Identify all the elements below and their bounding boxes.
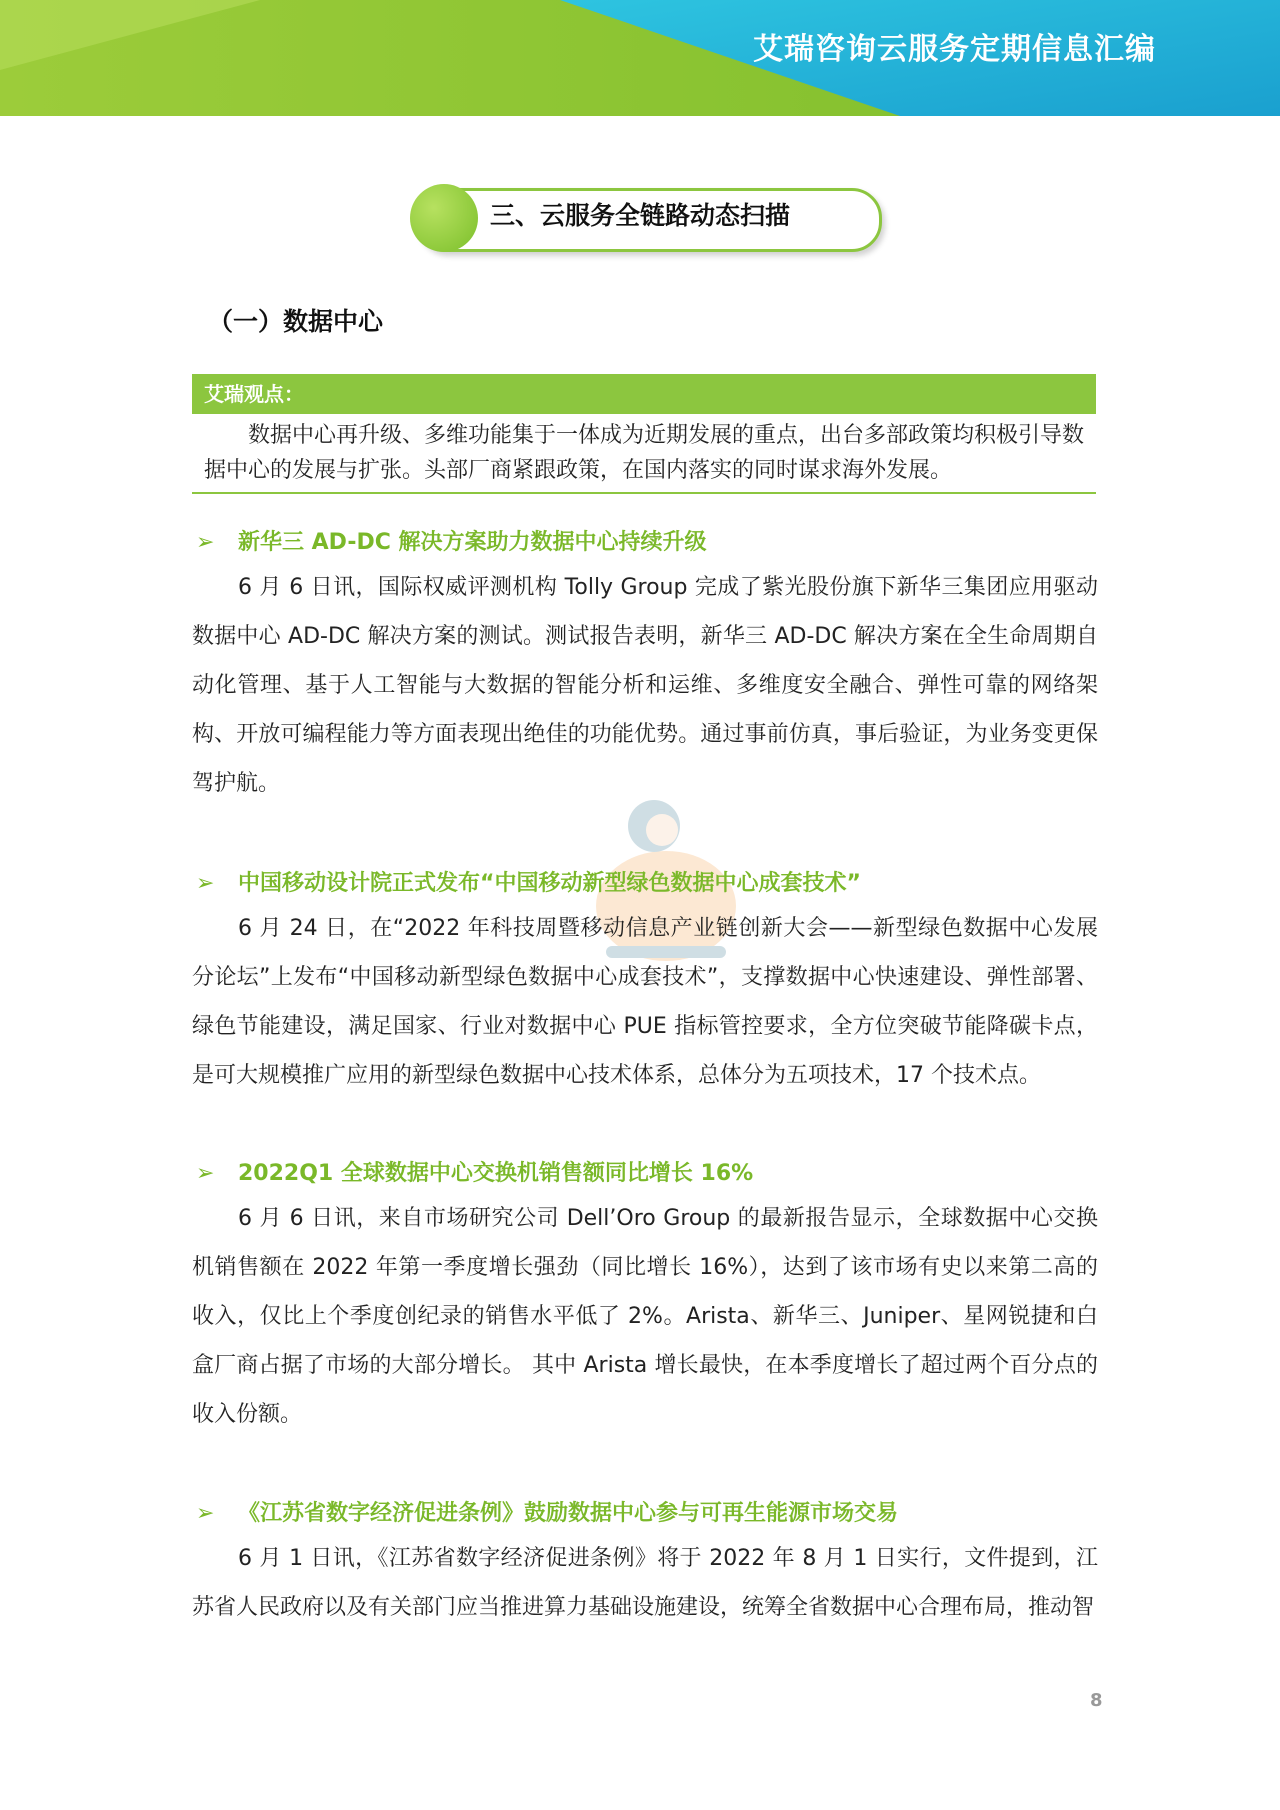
subsection-title: （一）数据中心 <box>208 307 384 336</box>
viewpoint-box <box>192 374 1096 494</box>
page-number: 8 <box>1090 1690 1103 1711</box>
news-item-2-body: 6 月 24 日，在“2022 年科技周暨移动信息产业链创新大会——新型绿色数据中心发展分论坛”上发布“中国移动新型绿色数据中心成套技术”，支撑数据中心快速建设、弹性部署、绿色节能建设，满足国家、行业对数据中心 PUE 指标管控要求，全方位突破节能降碳卡点，是可大规模推广应用的新型绿色数据中心技术体系，总体分为五项技术，17 个技术点。 <box>192 916 1098 1088</box>
news-item-2-title-text: 中国移动设计院正式发布“中国移动新型绿色数据中心成套技术” <box>238 871 861 896</box>
viewpoint-text-content: 数据中心再升级、多维功能集于一体成为近期发展的重点，出台多部政策均积极引导数据中心的发展与扩张。头部厂商紧跟政策，在国内落实的同时谋求海外发展。 <box>204 423 1085 483</box>
header-title: 艾瑞咨询云服务定期信息汇编 <box>753 32 1156 67</box>
news-item-4-title <box>196 1496 898 1527</box>
news-item-1-body: 6 月 6 日讯，国际权威评测机构 Tolly Group 完成了紫光股份旗下新华三集团应用驱动数据中心 AD-DC 解决方案的测试。测试报告表明，新华三 AD-DC 解决方案在全生命周期自动化管理、基于人工智能与大数据的智能分析和运维、多维度安全融合、弹性可靠的网络架构、开放可编程能力等方面表现出绝佳的功能优势。通过事前仿真，事后验证，为业务变更保驾护航。 <box>192 575 1098 796</box>
bullet-arrow-icon: ➢ <box>196 1161 215 1186</box>
bullet-arrow-icon: ➢ <box>196 530 215 555</box>
page-header <box>0 0 1280 116</box>
viewpoint-divider <box>192 492 1096 494</box>
section-title: 三、云服务全链路动态扫描 <box>490 201 791 230</box>
news-item-3-title <box>196 1156 753 1187</box>
news-item-3-body: 6 月 6 日讯，来自市场研究公司 Dell’Oro Group 的最新报告显示，全球数据中心交换机销售额在 2022 年第一季度增长强劲（同比增长 16%），达到了该市场有史以来第二高的收入，仅比上个季度创纪录的销售水平低了 2%。Arista、新华三、Juniper、星网锐捷和白盒厂商占据了市场的大部分增长。 其中 Arista 增长最快，在本季度增长了超过两个百分点的收入份额。 <box>192 1206 1098 1427</box>
section-title-badge <box>410 184 880 254</box>
news-item-1-title-text: 新华三 AD-DC 解决方案助力数据中心持续升级 <box>238 530 707 555</box>
bullet-arrow-icon: ➢ <box>196 871 215 896</box>
news-item-3-title-text: 2022Q1 全球数据中心交换机销售额同比增长 16% <box>238 1161 754 1186</box>
news-item-2-title <box>196 866 861 897</box>
news-item-4-title-text: 《江苏省数字经济促进条例》鼓励数据中心参与可再生能源市场交易 <box>238 1501 899 1526</box>
news-item-1-title <box>196 525 707 556</box>
news-item-4-body: 6 月 1 日讯，《江苏省数字经济促进条例》将于 2022 年 8 月 1 日实行，文件提到，江苏省人民政府以及有关部门应当推进算力基础设施建设，统筹全省数据中心合理布局，推动智 <box>192 1546 1098 1620</box>
section-circle-icon <box>410 184 478 252</box>
viewpoint-text <box>204 418 1094 488</box>
bullet-arrow-icon: ➢ <box>196 1501 215 1526</box>
viewpoint-label: 艾瑞观点： <box>192 374 1096 414</box>
